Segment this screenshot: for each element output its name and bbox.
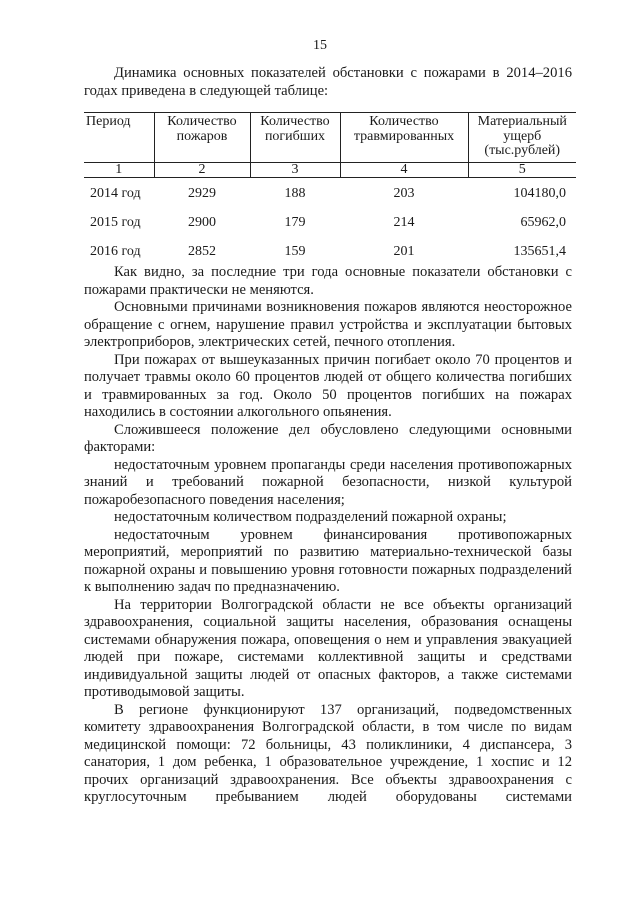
paragraph: Сложившееся положение дел обусловлено следующими основными факторами: <box>84 421 572 455</box>
page-number: 15 <box>313 38 327 53</box>
table-column-numbers-row <box>84 162 576 177</box>
header-material-damage: Материальный ущерб (тыс.рублей) <box>468 113 576 163</box>
cell-damage: 65962,0 <box>520 214 566 230</box>
column-number: 3 <box>250 162 340 177</box>
column-number: 4 <box>340 162 468 177</box>
header-injured-count: Количество травмированных <box>340 113 468 163</box>
header-deaths-count: Количество погибших <box>250 113 340 163</box>
table-row <box>84 177 576 209</box>
factor-list-item: недостаточным количеством подразделений пожарной охраны; <box>114 509 507 525</box>
paragraph: При пожарах от вышеуказанных причин погибает около 70 процентов и получает травмы около 60 процентов людей от общего количества погибших и травмированных за год. Около 50 процентов погибших на пожарах находились в состоянии алкогольного опьянения. <box>84 351 572 420</box>
cell-damage: 135651,4 <box>513 243 566 259</box>
cell-fires: 2852 <box>188 243 216 259</box>
cell-deaths: 159 <box>284 243 306 259</box>
cell-period: 2014 год <box>90 185 141 201</box>
cell-deaths: 188 <box>284 185 306 201</box>
cell-injured: 203 <box>393 185 415 201</box>
header-fires-count: Количество пожаров <box>154 113 250 163</box>
paragraph: На территории Волгоградской области не все объекты организаций здравоохранения, социальной защиты населения, образования оснащены системами обнаружения пожара, оповещения о нем и управления эвакуацией людей при пожаре, системами коллективной защиты и средствами индивидуальной защиты людей от опасных факторов, а также системами противодымовой защиты. <box>84 596 572 700</box>
cell-damage: 104180,0 <box>513 185 566 201</box>
body-text <box>84 264 572 807</box>
factor-list-item: недостаточным уровнем финансирования противопожарных мероприятий, мероприятий по развитию материально-технической базы пожарной охраны и повышению уровня готовности пожарных подразделений к выполнению задач по предназначению. <box>84 526 572 595</box>
table-header-row <box>84 113 576 163</box>
factor-list-item: недостаточным уровнем пропаганды среди населения противопожарных знаний и требований пожарной безопасности, низкой культурой пожаробезопасного поведения населения; <box>84 456 572 508</box>
paragraph: Основными причинами возникновения пожаров являются неосторожное обращение с огнем, нарушение правил устройства и эксплуатации бытовых электроприборов, электрических сетей, печного отопления. <box>84 299 572 350</box>
cell-injured: 214 <box>393 214 415 230</box>
intro-paragraph: Динамика основных показателей обстановки с пожарами в 2014–2016 годах приведена в следующей таблице: <box>84 65 572 99</box>
cell-injured: 201 <box>393 243 415 259</box>
table-row <box>84 238 576 267</box>
cell-fires: 2929 <box>188 185 216 201</box>
column-number: 5 <box>468 162 576 177</box>
table-row <box>84 209 576 238</box>
cell-fires: 2900 <box>188 214 216 230</box>
column-number: 2 <box>154 162 250 177</box>
paragraph: Как видно, за последние три года основные показатели обстановки с пожарами практически не меняются. <box>84 264 572 298</box>
cell-deaths: 179 <box>284 214 306 230</box>
column-number: 1 <box>84 162 154 177</box>
header-period: Период <box>84 113 154 163</box>
intro-block <box>84 65 572 100</box>
fire-statistics-table <box>84 112 576 267</box>
cell-period: 2015 год <box>90 214 141 230</box>
cell-period: 2016 год <box>90 243 141 259</box>
paragraph: В регионе функционируют 137 организаций, подведомственных комитету здравоохранения Волгоградской области, в том числе по видам медицинской помощи: 72 больницы, 43 поликлиники, 4 диспансера, 3 санатория, 1 дом ребенка, 1 образовательное учреждение, 1 хоспис и 12 прочих организаций здравоохранения. Все объекты здравоохранения с круглосуточным пребыванием людей оборудованы системами <box>84 701 572 805</box>
